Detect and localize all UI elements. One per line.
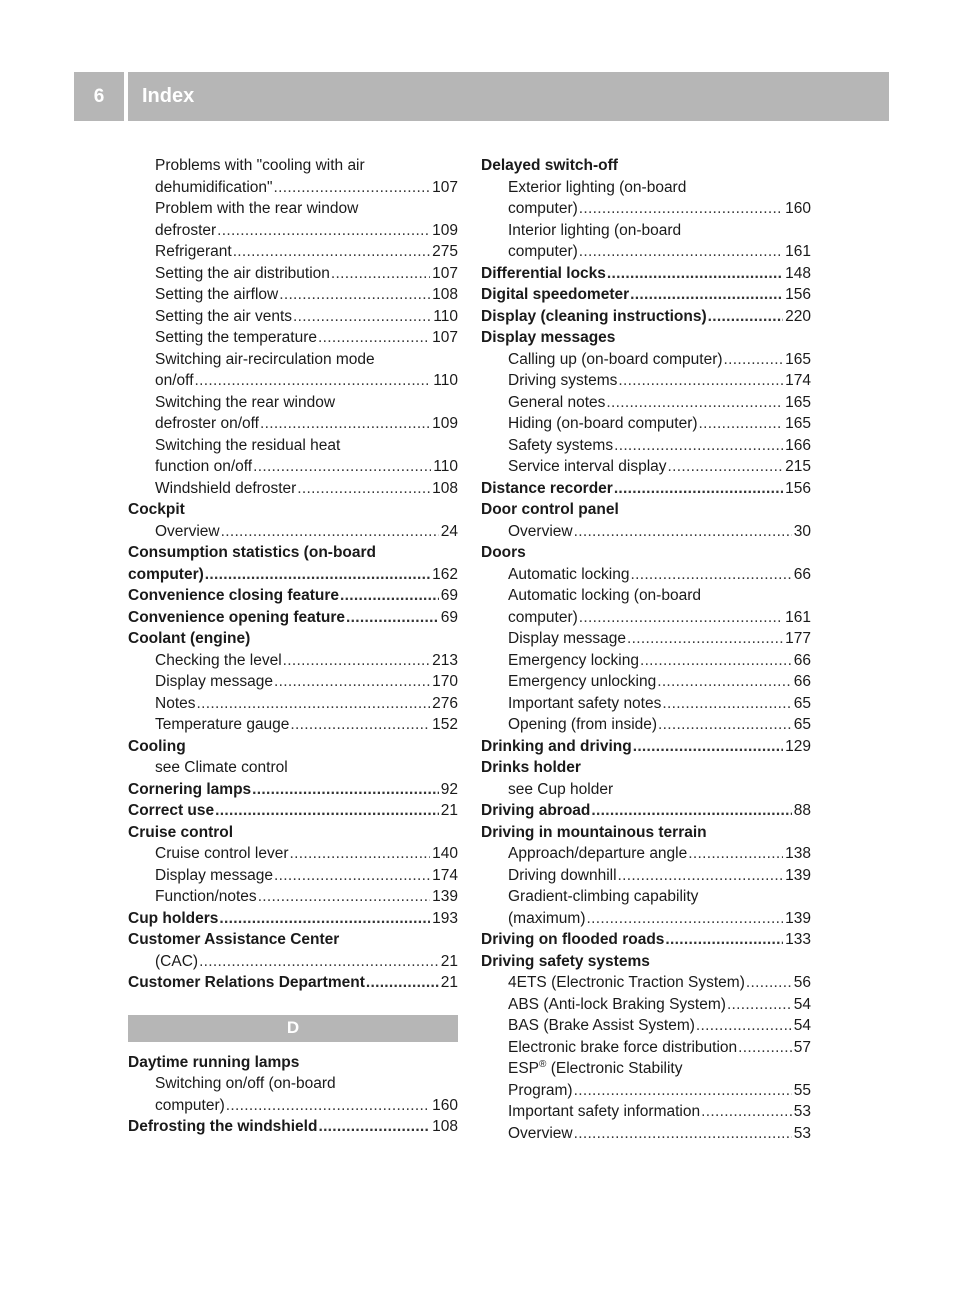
dot-leader — [260, 413, 430, 435]
entry-label: computer) — [128, 565, 204, 583]
entry-label: Doors — [481, 544, 526, 561]
entry-label: defroster — [155, 221, 217, 239]
index-subentry — [128, 435, 458, 478]
index-subentry — [481, 413, 811, 435]
page-reference: 166 — [785, 436, 811, 454]
entry-label: Switching air-recirculation mode — [155, 350, 375, 368]
entry-label: Driving systems — [508, 372, 618, 389]
index-subentry — [128, 349, 458, 392]
dot-leader — [607, 263, 783, 285]
entry-label: Customer Assistance Center — [128, 931, 340, 948]
entry-label: Important safety information — [508, 1103, 701, 1120]
entry-label: Windshield defroster — [155, 479, 297, 497]
index-entry — [481, 499, 811, 521]
page-reference: 156 — [785, 286, 811, 303]
dot-leader — [665, 929, 783, 951]
dot-leader — [708, 306, 783, 328]
index-subentry — [128, 951, 458, 973]
index-column-left — [128, 155, 458, 1138]
entry-label: function on/off — [155, 458, 253, 475]
dot-leader — [274, 671, 430, 693]
page-reference: 66 — [793, 673, 811, 690]
page-number: 6 — [93, 85, 105, 107]
page-reference: 69 — [440, 608, 458, 626]
entry-label: Cup holders — [128, 909, 219, 927]
index-entry — [128, 779, 458, 801]
entry-label: Service interval display — [508, 458, 667, 475]
page-reference: 108 — [432, 1118, 458, 1135]
entry-label: Electronic brake force distribution — [508, 1038, 738, 1056]
page-reference: 55 — [793, 1081, 811, 1099]
dot-leader — [633, 736, 783, 758]
dot-leader — [579, 241, 783, 263]
dot-leader — [274, 865, 430, 887]
entry-label: Defrosting the windshield — [128, 1118, 318, 1135]
page-reference: 161 — [785, 608, 811, 626]
index-subentry — [128, 1073, 458, 1116]
entry-label: Temperature gauge — [155, 716, 290, 733]
index-entry — [128, 929, 458, 951]
index-subentry — [481, 1123, 811, 1145]
entry-label: Function/notes — [155, 888, 257, 905]
page-reference: 69 — [440, 587, 458, 604]
page-reference: 276 — [432, 694, 458, 712]
index-subentry — [481, 370, 811, 392]
index-entry — [128, 800, 458, 822]
dot-leader — [221, 521, 439, 543]
dot-leader — [701, 1101, 792, 1123]
entry-label: see Cup holder — [508, 780, 614, 798]
dot-leader — [279, 284, 430, 306]
page-reference: 110 — [433, 458, 458, 475]
page-reference: 148 — [785, 264, 811, 282]
page-reference: 107 — [432, 264, 458, 282]
page-reference: 108 — [432, 479, 458, 497]
index-subentry — [128, 693, 458, 715]
page-reference: 54 — [793, 1017, 811, 1034]
index-subentry — [481, 865, 811, 887]
entry-label: Program) — [508, 1081, 573, 1099]
entry-label: Cruise control — [128, 823, 234, 841]
entry-label: BAS (Brake Assist System) — [508, 1017, 695, 1034]
dot-leader — [290, 843, 431, 865]
index-entry — [128, 908, 458, 930]
index-subentry — [128, 865, 458, 887]
entry-label: Coolant (engine) — [128, 630, 251, 647]
entry-label: Display message — [508, 630, 627, 647]
dot-leader — [199, 951, 439, 973]
index-entry — [128, 628, 458, 650]
index-subentry — [128, 155, 458, 198]
entry-label: Problems with "cooling with air — [155, 157, 365, 174]
dot-leader — [574, 1080, 792, 1102]
dot-leader — [252, 779, 439, 801]
entry-label: defroster on/off — [155, 415, 259, 432]
page-reference: 152 — [432, 716, 458, 733]
entry-label: Cooling — [128, 737, 186, 755]
index-subentry — [128, 843, 458, 865]
entry-label: Opening (from inside) — [508, 716, 658, 733]
entry-label: Setting the air distribution — [155, 264, 330, 282]
index-subentry — [481, 456, 811, 478]
index-entry — [481, 951, 811, 973]
index-subentry — [128, 650, 458, 672]
page-reference: 24 — [440, 522, 458, 540]
entry-label: Convenience closing feature — [128, 587, 340, 604]
index-entry — [481, 284, 811, 306]
dot-leader — [696, 1015, 792, 1037]
page-reference: 162 — [432, 565, 458, 583]
dot-leader — [346, 607, 439, 629]
entry-label: Display message — [155, 866, 274, 884]
dot-leader — [618, 865, 784, 887]
dot-leader — [215, 800, 439, 822]
entry-label: Daytime running lamps — [128, 1053, 300, 1071]
dot-leader — [658, 714, 792, 736]
dot-leader — [574, 1123, 792, 1145]
entry-label: Exterior lighting (on-board — [508, 178, 687, 196]
index-entry — [128, 736, 458, 758]
page-reference: 66 — [793, 651, 811, 669]
entry-label: Interior lighting (on-board — [508, 221, 682, 239]
page-reference: 160 — [785, 200, 811, 217]
dot-leader — [727, 994, 792, 1016]
index-subentry — [481, 521, 811, 543]
page-reference: 53 — [793, 1124, 811, 1142]
page-reference: 161 — [785, 243, 811, 260]
entry-label: Overview — [508, 522, 573, 540]
entry-label: Digital speedometer — [481, 286, 630, 303]
entry-label: on/off — [155, 372, 194, 389]
page-reference: 30 — [793, 522, 811, 540]
index-entry — [128, 972, 458, 994]
entry-label: Hiding (on-board computer) — [508, 415, 698, 432]
index-subentry — [481, 220, 811, 263]
index-subentry — [481, 585, 811, 628]
page-reference: 140 — [432, 845, 458, 862]
entry-label: dehumidification" — [155, 178, 273, 196]
dot-leader — [630, 564, 791, 586]
entry-label: Cornering lamps — [128, 780, 252, 798]
index-subentry — [481, 564, 811, 586]
page-reference: 109 — [432, 415, 458, 432]
page-reference: 107 — [432, 178, 458, 196]
page-reference: 160 — [432, 1096, 458, 1114]
index-entry — [481, 822, 811, 844]
page-reference: 54 — [793, 995, 811, 1013]
dot-leader — [591, 800, 791, 822]
entry-label: Notes — [155, 694, 196, 712]
entry-label: Approach/departure angle — [508, 845, 688, 862]
entry-label: Overview — [155, 522, 220, 540]
dot-leader — [290, 714, 430, 736]
header-divider — [124, 72, 128, 121]
index-subentry — [481, 843, 811, 865]
entry-label: Differential locks — [481, 264, 606, 282]
index-subentry — [481, 177, 811, 220]
page-reference: 107 — [432, 329, 458, 346]
index-subentry — [128, 263, 458, 285]
dot-leader — [606, 392, 783, 414]
entry-label: Overview — [508, 1124, 573, 1142]
entry-label: Problem with the rear window — [155, 200, 359, 217]
entry-label: Cruise control lever — [155, 845, 289, 862]
index-entry — [128, 542, 458, 585]
index-subentry — [481, 1015, 811, 1037]
entry-label: Convenience opening feature — [128, 608, 346, 626]
index-subentry — [128, 671, 458, 693]
page-reference: 138 — [785, 845, 811, 862]
entry-label: Switching the rear window — [155, 393, 336, 411]
dot-leader — [614, 478, 783, 500]
entry-label: Driving safety systems — [481, 952, 650, 970]
page-title: Index — [142, 85, 195, 107]
page-reference: 139 — [785, 909, 811, 927]
entry-label: Setting the temperature — [155, 329, 317, 346]
page-reference: 156 — [785, 479, 811, 497]
page-reference: 109 — [432, 221, 458, 239]
entry-label: ESP® (Electronic Stability — [508, 1058, 683, 1077]
index-subentry — [481, 972, 811, 994]
index-subentry — [481, 693, 811, 715]
entry-label: Door control panel — [481, 501, 619, 518]
dot-leader — [574, 521, 792, 543]
index-entry — [481, 306, 811, 328]
entry-label: computer) — [508, 200, 578, 217]
dot-leader — [226, 1095, 430, 1117]
entry-label: Drinks holder — [481, 759, 581, 776]
dot-leader — [662, 693, 791, 715]
index-subentry — [481, 1101, 811, 1123]
dot-leader — [618, 370, 783, 392]
dot-leader — [630, 284, 783, 306]
index-subentry — [128, 198, 458, 241]
dot-leader — [657, 671, 792, 693]
entry-label: Switching on/off (on-board — [155, 1075, 336, 1092]
entry-label: Correct use — [128, 802, 215, 819]
entry-label: Display message — [155, 673, 274, 690]
entry-label: computer) — [155, 1096, 225, 1114]
entry-label: Automatic locking — [508, 565, 630, 583]
entry-label: General notes — [508, 393, 606, 411]
dot-leader — [258, 886, 430, 908]
dot-leader — [579, 198, 783, 220]
page-reference: 165 — [785, 393, 811, 411]
dot-leader — [233, 241, 430, 263]
entry-label: Delayed switch-off — [481, 157, 618, 174]
entry-label: Consumption statistics (on-board — [128, 544, 376, 561]
index-entry — [128, 1116, 458, 1138]
entry-label: Driving downhill — [508, 866, 617, 884]
dot-leader — [724, 349, 784, 371]
page-reference: 92 — [440, 780, 458, 798]
page-reference: 21 — [440, 974, 458, 991]
entry-label: (CAC) — [155, 952, 199, 970]
entry-label: Driving in mountainous terrain — [481, 823, 707, 841]
index-subentry — [128, 392, 458, 435]
index-subentry — [128, 284, 458, 306]
dot-leader — [668, 456, 784, 478]
dot-leader — [331, 263, 430, 285]
page-reference: 220 — [785, 307, 811, 325]
page-reference: 165 — [785, 350, 811, 368]
index-entry — [481, 263, 811, 285]
entry-label: Switching the residual heat — [155, 436, 341, 454]
index-subentry — [128, 757, 458, 779]
section-letter-header: D — [128, 1015, 458, 1042]
index-subentry — [481, 1037, 811, 1059]
entry-label: 4ETS (Electronic Traction System) — [508, 974, 745, 991]
entry-label: computer) — [508, 608, 578, 626]
index-subentry — [128, 714, 458, 736]
index-subentry — [481, 349, 811, 371]
dot-leader — [688, 843, 783, 865]
page-reference: 174 — [432, 866, 458, 884]
dot-leader — [579, 607, 783, 629]
entry-label: Calling up (on-board computer) — [508, 350, 723, 368]
page-reference: 110 — [433, 372, 458, 389]
page-reference: 66 — [793, 565, 811, 583]
page-reference: 57 — [793, 1038, 811, 1056]
page-reference: 193 — [432, 909, 458, 927]
dot-leader — [587, 908, 784, 930]
index-entry — [128, 607, 458, 629]
entry-label: Customer Relations Department — [128, 974, 365, 991]
dot-leader — [297, 478, 430, 500]
entry-label: Checking the level — [155, 651, 282, 669]
page-reference: 275 — [432, 243, 458, 260]
entry-label: Refrigerant — [155, 243, 232, 260]
entry-label: Safety systems — [508, 436, 614, 454]
page-reference: 139 — [785, 866, 811, 884]
dot-leader — [627, 628, 783, 650]
entry-label: Driving abroad — [481, 802, 591, 819]
page-reference: 177 — [785, 630, 811, 647]
entry-label: Emergency locking — [508, 651, 639, 669]
index-entry — [481, 542, 811, 564]
dot-leader — [699, 413, 784, 435]
index-subentry — [481, 1058, 811, 1101]
dot-leader — [614, 435, 783, 457]
dot-leader — [205, 564, 430, 586]
index-entry — [481, 736, 811, 758]
dot-leader — [293, 306, 431, 328]
index-entry — [481, 800, 811, 822]
page-reference: 108 — [432, 286, 458, 303]
dot-leader — [746, 972, 792, 994]
index-subentry — [481, 435, 811, 457]
entry-label: Drinking and driving — [481, 737, 632, 755]
entry-label: computer) — [508, 243, 578, 260]
dot-leader — [318, 327, 430, 349]
entry-label: Display (cleaning instructions) — [481, 307, 707, 325]
dot-leader — [318, 1116, 430, 1138]
index-entry — [481, 929, 811, 951]
page-reference: 139 — [432, 888, 458, 905]
index-entry — [128, 499, 458, 521]
dot-leader — [340, 585, 439, 607]
index-entry — [481, 478, 811, 500]
index-subentry — [481, 886, 811, 929]
entry-label: (maximum) — [508, 909, 586, 927]
page-reference: 53 — [793, 1103, 811, 1120]
entry-label: Automatic locking (on-board — [508, 587, 701, 604]
entry-label: Distance recorder — [481, 479, 613, 497]
index-entry — [128, 585, 458, 607]
index-column-right — [481, 155, 811, 1144]
dot-leader — [197, 693, 431, 715]
index-entry — [481, 327, 811, 349]
entry-label: Setting the air vents — [155, 307, 292, 325]
page-reference: 88 — [793, 802, 811, 819]
entry-label: see Climate control — [155, 759, 288, 776]
index-subentry — [481, 392, 811, 414]
dot-leader — [274, 177, 431, 199]
page-reference: 110 — [433, 307, 458, 325]
index-subentry — [481, 714, 811, 736]
index-subentry — [128, 521, 458, 543]
dot-leader — [253, 456, 431, 478]
entry-label: Gradient-climbing capability — [508, 888, 699, 905]
index-subentry — [128, 241, 458, 263]
page-reference: 213 — [432, 651, 458, 669]
entry-label: Setting the airflow — [155, 286, 279, 303]
index-subentry — [128, 886, 458, 908]
page-reference: 56 — [793, 974, 811, 991]
entry-label: Important safety notes — [508, 694, 662, 712]
page-reference: 215 — [785, 458, 811, 475]
entry-label: Display messages — [481, 329, 616, 346]
page-reference: 174 — [785, 372, 811, 389]
page-reference: 65 — [793, 694, 811, 712]
page-reference: 129 — [785, 737, 811, 755]
entry-label: Emergency unlocking — [508, 673, 657, 690]
dot-leader — [366, 972, 439, 994]
index-subentry — [481, 650, 811, 672]
dot-leader — [219, 908, 430, 930]
page-reference: 65 — [793, 716, 811, 733]
index-entry — [128, 1052, 458, 1074]
index-subentry — [481, 628, 811, 650]
index-subentry — [128, 306, 458, 328]
dot-leader — [283, 650, 430, 672]
index-subentry — [481, 779, 811, 801]
index-entry — [481, 155, 811, 177]
header-bar — [74, 72, 889, 121]
index-subentry — [481, 671, 811, 693]
page-reference: 170 — [432, 673, 458, 690]
entry-label: Driving on flooded roads — [481, 931, 665, 948]
entry-label: Cockpit — [128, 501, 185, 518]
index-subentry — [128, 327, 458, 349]
index-entry — [128, 822, 458, 844]
dot-leader — [195, 370, 432, 392]
index-entry — [481, 757, 811, 779]
page-reference: 133 — [785, 931, 811, 948]
dot-leader — [640, 650, 792, 672]
page-reference: 165 — [785, 415, 811, 432]
page-reference: 21 — [440, 802, 458, 819]
page-reference: 21 — [440, 952, 458, 970]
index-subentry — [128, 478, 458, 500]
dot-leader — [738, 1037, 792, 1059]
dot-leader — [217, 220, 430, 242]
entry-label: ABS (Anti-lock Braking System) — [508, 995, 726, 1013]
index-subentry — [481, 994, 811, 1016]
